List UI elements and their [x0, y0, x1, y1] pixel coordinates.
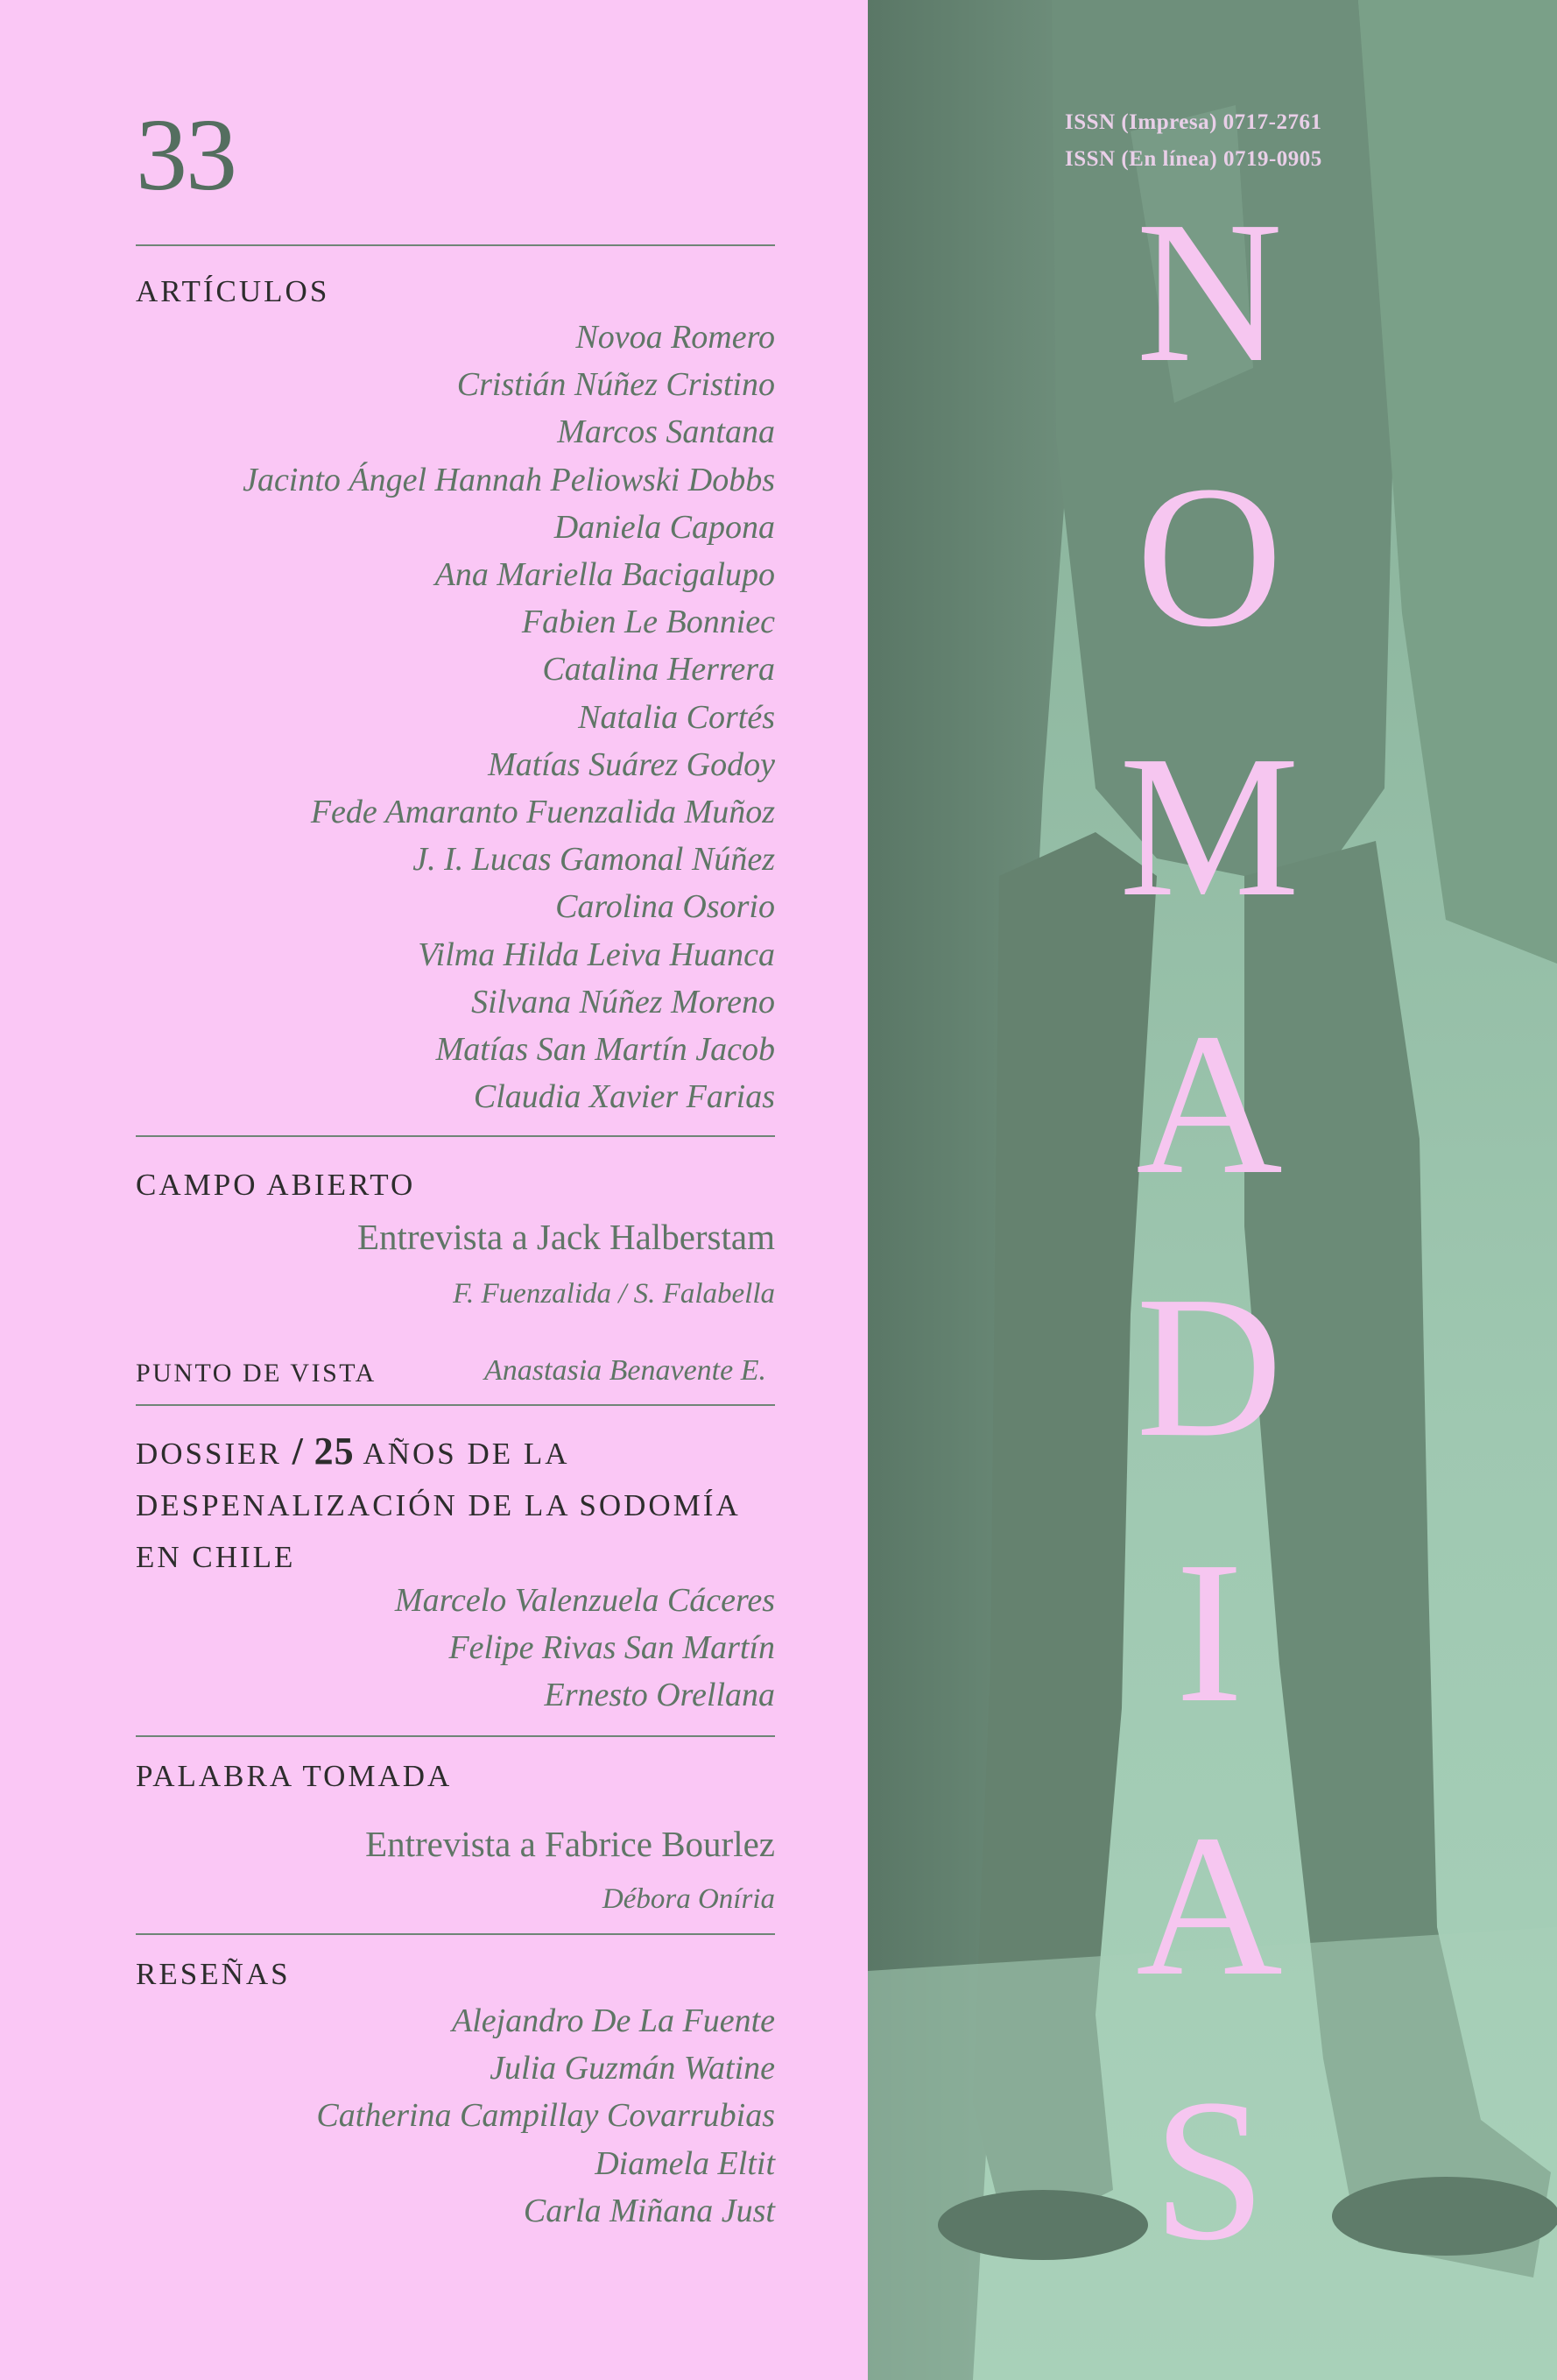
- author-name: Daniela Capona: [553, 508, 775, 546]
- divider: [136, 1404, 775, 1406]
- dossier-title-line-1: [136, 1425, 801, 1480]
- section-heading-punto-de-vista: PUNTO DE VISTA: [136, 1359, 377, 1388]
- campo-abierto-title: Entrevista a Jack Halberstam: [356, 1217, 775, 1257]
- divider: [136, 244, 775, 246]
- author-name: J. I. Lucas Gamonal Núñez: [412, 841, 775, 879]
- author-name: Felipe Rivas San Martín: [448, 1629, 775, 1667]
- section-heading-resenas: RESEÑAS: [136, 1957, 291, 1991]
- dossier-years: 25: [314, 1430, 355, 1472]
- issn-print: ISSN (Impresa) 0717-2761: [1065, 110, 1322, 134]
- dossier-separator: /: [292, 1430, 304, 1472]
- palabra-tomada-byline: Débora Oníria: [602, 1883, 775, 1915]
- dossier-title-rest: AÑOS DE LA: [363, 1437, 570, 1471]
- section-heading-campo-abierto: CAMPO ABIERTO: [136, 1168, 416, 1202]
- author-name: Fede Amaranto Fuenzalida Muñoz: [310, 794, 775, 831]
- punto-de-vista-author: Anastasia Benavente E.: [484, 1354, 766, 1387]
- cover-photo-panel: ISSN (Impresa) 0717-2761 ISSN (En línea) 0719-0905 N O M A D I A S: [868, 0, 1557, 2380]
- dossier-title-line-2: DESPENALIZACIÓN DE LA SODOMÍA: [136, 1488, 741, 1522]
- dossier-title: [136, 1425, 801, 1583]
- dossier-title-line-3: EN CHILE: [136, 1540, 296, 1574]
- author-name: Carla Miñana Just: [523, 2192, 775, 2229]
- author-name: Marcelo Valenzuela Cáceres: [394, 1582, 775, 1619]
- author-name: Catalina Herrera: [542, 651, 775, 689]
- author-name: Jacinto Ángel Hannah Peliowski Dobbs: [243, 461, 775, 498]
- author-name: Ernesto Orellana: [544, 1677, 775, 1714]
- author-name: Natalia Cortés: [578, 698, 775, 736]
- author-name: Julia Guzmán Watine: [490, 2050, 775, 2087]
- author-name: Ana Mariella Bacigalupo: [434, 556, 775, 594]
- author-name: Diamela Eltit: [595, 2144, 775, 2182]
- author-name: Carolina Osorio: [555, 888, 775, 926]
- dossier-label: DOSSIER: [136, 1437, 282, 1471]
- issn-online: ISSN (En línea) 0719-0905: [1065, 147, 1322, 171]
- author-name: Catherina Campillay Covarrubias: [316, 2097, 775, 2135]
- issue-number: 33: [136, 97, 236, 212]
- author-name: Claudia Xavier Farias: [473, 1078, 775, 1116]
- section-heading-articulos: ARTÍCULOS: [136, 274, 330, 308]
- divider: [136, 1735, 775, 1737]
- author-name: Novoa Romero: [575, 319, 775, 356]
- author-name: Alejandro De La Fuente: [451, 2002, 775, 2039]
- author-name: Marcos Santana: [557, 413, 775, 451]
- author-name: Silvana Núñez Moreno: [471, 983, 775, 1021]
- divider: [136, 1933, 775, 1935]
- resenas-author-list: [136, 1997, 775, 2235]
- section-heading-palabra-tomada: PALABRA TOMADA: [136, 1759, 453, 1793]
- palabra-tomada-title: Entrevista a Fabrice Bourlez: [365, 1824, 775, 1864]
- author-name: Matías Suárez Godoy: [488, 745, 775, 783]
- articulos-author-list: [136, 314, 775, 1120]
- author-name: Fabien Le Bonniec: [521, 604, 775, 641]
- author-name: Vilma Hilda Leiva Huanca: [418, 936, 775, 973]
- dossier-author-list: [136, 1577, 775, 1720]
- campo-abierto-byline: F. Fuenzalida / S. Falabella: [453, 1278, 775, 1310]
- author-name: Matías San Martín Jacob: [435, 1031, 775, 1069]
- author-name: Cristián Núñez Cristino: [456, 366, 775, 404]
- divider: [136, 1135, 775, 1137]
